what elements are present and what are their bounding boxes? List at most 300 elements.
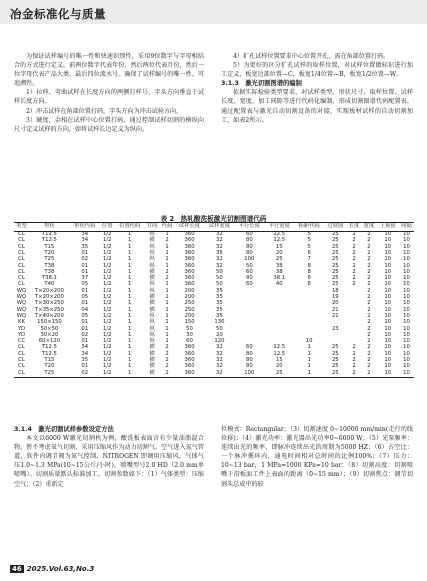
table-cell: 2 bbox=[347, 370, 362, 377]
table-cell: 10 bbox=[403, 256, 410, 263]
table-cell: 10 bbox=[384, 275, 392, 282]
table-cell: 10 bbox=[403, 237, 410, 244]
table-cell: 1/2 bbox=[102, 262, 112, 269]
table-cell: T38 bbox=[44, 268, 55, 275]
table-cell: 30×20 bbox=[40, 331, 59, 338]
table-cell: 10 bbox=[384, 287, 392, 294]
table-cell: 1/2 bbox=[102, 306, 112, 313]
table-cell: 1/2 bbox=[102, 350, 112, 357]
table-cell: CL bbox=[18, 243, 25, 250]
column-header: 类型 bbox=[14, 223, 29, 232]
table-cell: 2 bbox=[160, 370, 175, 377]
table-cell: 10 bbox=[403, 325, 410, 332]
table-cell: CC bbox=[17, 338, 26, 345]
table-cell: 1 bbox=[165, 281, 169, 288]
table-cell: 35 bbox=[216, 312, 223, 319]
right-top-paragraph: 依据实际检验类型要求，对试样类型、形状尺寸、取样位置、试样长度、宽度、加工间隙等进行代码化编制，形成切割图谱代码配置表。通过配置表与激光自动切割设备的对接，实现板材试样的自动切割加工，如表2所示。 bbox=[221, 89, 413, 124]
table-cell: 50×50 bbox=[40, 325, 59, 332]
table-cell: 34 bbox=[81, 344, 89, 351]
table-cell: WQ bbox=[16, 294, 27, 301]
table-cell: 01 bbox=[81, 300, 89, 307]
table-cell: 360 bbox=[175, 370, 205, 377]
table-cell: 1 bbox=[127, 344, 132, 351]
column-header: 间隔 bbox=[399, 223, 414, 232]
column-header: 过度圆 bbox=[324, 223, 346, 232]
right-column-top bbox=[221, 52, 413, 125]
table-cell: 1 bbox=[307, 357, 311, 364]
table-cell: T×30×250 bbox=[34, 300, 64, 307]
table-cell: 1/2 bbox=[102, 312, 112, 319]
table-cell: 8 bbox=[307, 281, 311, 288]
table-cell: 1/2 bbox=[102, 319, 112, 326]
table-cell: 100 bbox=[244, 256, 255, 263]
table-cell: 80 bbox=[245, 243, 253, 250]
table-cell: 60 bbox=[245, 231, 253, 238]
table-cell: 1 bbox=[307, 363, 311, 370]
table-cell: 2 bbox=[352, 231, 356, 238]
table-cell: 1 bbox=[165, 294, 169, 301]
table-cell: 10 bbox=[384, 331, 392, 338]
table-cell: T20 bbox=[44, 249, 55, 256]
table-cell: 纵 bbox=[149, 338, 155, 345]
table-cell: 纵 bbox=[149, 243, 155, 250]
table-cell: 38 bbox=[275, 268, 283, 275]
table-cell: 20 bbox=[331, 300, 339, 307]
table-cell: 横 bbox=[149, 357, 155, 364]
table-cell: 2 bbox=[165, 275, 169, 282]
column-header: 方向 bbox=[145, 223, 160, 232]
table-cell: 1 bbox=[127, 319, 132, 326]
table-cell: 横 bbox=[149, 344, 155, 351]
table-cell: CL bbox=[18, 344, 25, 351]
table-cell: 19 bbox=[331, 294, 339, 301]
table-cell: 10 bbox=[403, 231, 410, 238]
page-number: 46 bbox=[12, 565, 22, 573]
table-cell: 2 bbox=[165, 363, 169, 370]
table-cell: 10 bbox=[403, 357, 410, 364]
table-cell: 1 bbox=[307, 350, 311, 357]
table-cell: CL bbox=[18, 256, 25, 263]
table-cell: WQ bbox=[16, 287, 27, 294]
table-cell: 360 bbox=[184, 350, 195, 357]
table-cell: 01 bbox=[81, 249, 89, 256]
right-bottom-paragraph: 位模式：Rectangular；（3）切割速度 0~10000 mm/min(走行的线位移)；（4）激光功率：激光器出光功率0~6000 W；（5）光泵频率：连续出光的频率，即脉冲连续出光的周期为5000 HZ；（6）占空比：一个脉冲循环内，通电时间相对总时间的比例100%；（7）压力：10~13 bar，1 MPa=1000 KPa=10 bar；（8）切割高度：切割喷嘴于沿板面工件上表面的距离（0~15 mm）；（9）切割焦点：调节切割头总成中的较 bbox=[221, 426, 413, 488]
table-cell: 130 bbox=[214, 319, 225, 326]
table-cell: 7 bbox=[307, 256, 311, 263]
table-cell: 10 bbox=[384, 262, 392, 269]
table-cell: 2 bbox=[367, 312, 371, 319]
table-cell: 纵 bbox=[149, 331, 155, 338]
table-cell: 200 bbox=[184, 287, 195, 294]
table-cell: 1 bbox=[307, 344, 311, 351]
table-cell: 2 bbox=[352, 237, 356, 244]
table-title: 表 2 热轧酸洗板激光切割图谱代码 bbox=[160, 215, 267, 223]
table-cell: 15 bbox=[275, 357, 283, 364]
table-cell: 横 bbox=[149, 300, 155, 307]
column-header: 形状代码 bbox=[70, 223, 100, 232]
table-header-row bbox=[14, 223, 414, 232]
table-cell: 05 bbox=[81, 294, 89, 301]
table-cell: 20 bbox=[275, 363, 283, 370]
table-cell: T×20×200 bbox=[34, 287, 64, 294]
table-cell: 5 bbox=[307, 243, 311, 250]
table-cell: 50 bbox=[216, 275, 223, 282]
table-cell: 1 bbox=[165, 331, 169, 338]
column-header: 长度 bbox=[347, 223, 362, 232]
table-cell: 32 bbox=[216, 262, 223, 269]
table-cell: 80 bbox=[245, 350, 253, 357]
table-cell: CL bbox=[18, 281, 25, 288]
table-cell: 150 bbox=[184, 319, 195, 326]
table-cell: 360 bbox=[184, 357, 195, 364]
table-cell: 25 bbox=[331, 281, 339, 288]
table-cell: 05 bbox=[81, 281, 89, 288]
table-cell: 10 bbox=[384, 300, 392, 307]
table-cell: 01 bbox=[81, 325, 89, 332]
table-cell: 10 bbox=[384, 357, 392, 364]
table-cell: 8 bbox=[307, 262, 311, 269]
table-cell: 30 bbox=[186, 331, 193, 338]
table-cell: 10 bbox=[403, 281, 410, 288]
table-cell: 360 bbox=[184, 237, 195, 244]
table-cell: T25 bbox=[44, 256, 55, 263]
table-cell: 10 bbox=[403, 249, 410, 256]
table-cell: 25 bbox=[324, 370, 346, 377]
table-cell: 1/2 bbox=[102, 363, 112, 370]
table-cell: 1 bbox=[127, 300, 132, 307]
table-cell: 1 bbox=[127, 231, 132, 238]
table-cell: 10 bbox=[384, 338, 392, 345]
left-column-top bbox=[14, 52, 204, 134]
table-cell: 20 bbox=[275, 249, 283, 256]
table-cell: 200 bbox=[184, 294, 195, 301]
table-cell: CL bbox=[18, 231, 25, 238]
table-cell: T25 bbox=[29, 370, 70, 377]
table-cell: 80 bbox=[245, 275, 253, 282]
table-cell: 2 bbox=[352, 281, 356, 288]
column-header: 试样宽度 bbox=[204, 223, 234, 232]
table-cell: 2 bbox=[352, 363, 356, 370]
table-cell: 10 bbox=[403, 306, 410, 313]
table-cell: 60×120 bbox=[38, 338, 61, 345]
table-cell: 横 bbox=[145, 370, 160, 377]
journal-title: 冶金标准化与质量 bbox=[10, 7, 106, 21]
table-cell: 1/2 bbox=[100, 370, 115, 377]
table-cell: 10 bbox=[384, 319, 392, 326]
table-cell: CL bbox=[18, 268, 25, 275]
column-header: 代码 bbox=[160, 223, 175, 232]
table-cell: 35 bbox=[81, 357, 89, 364]
table-cell: 2 bbox=[352, 275, 356, 282]
table-cell: 1/2 bbox=[102, 357, 112, 364]
table-cell: T12.5 bbox=[41, 237, 57, 244]
table-cell: 2 bbox=[352, 344, 356, 351]
table-cell: 10 bbox=[384, 249, 392, 256]
page-footer bbox=[10, 565, 94, 573]
column-header: 形状 bbox=[29, 223, 70, 232]
table-cell: 80 bbox=[245, 249, 253, 256]
table-cell: 2 bbox=[367, 306, 371, 313]
table-cell: 360 bbox=[184, 363, 195, 370]
table-cell: 10 bbox=[403, 268, 410, 275]
table-cell: 38 bbox=[275, 262, 283, 269]
table-cell: 21 bbox=[331, 312, 339, 319]
table-cell: 1 bbox=[127, 294, 132, 301]
table-cell: 120 bbox=[214, 338, 225, 345]
table-cell: 1 bbox=[127, 287, 132, 294]
table-cell: 纵 bbox=[149, 312, 155, 319]
table-cell: 1 bbox=[127, 357, 132, 364]
table-cell: 25 bbox=[264, 370, 294, 377]
table-cell: 12.5 bbox=[273, 237, 286, 244]
table-cell: CL bbox=[18, 363, 25, 370]
table-cell: 15 bbox=[275, 243, 283, 250]
table-cell: 2 bbox=[367, 287, 371, 294]
issue-info: 2025.Vol.63,No.3 bbox=[26, 565, 95, 573]
table-cell: 25 bbox=[331, 350, 339, 357]
table-cell: 1 bbox=[127, 331, 132, 338]
table-cell: 32 bbox=[216, 231, 223, 238]
table-cell: 25 bbox=[331, 275, 339, 282]
table-cell: 10 bbox=[403, 275, 410, 282]
table-cell: 1 bbox=[115, 370, 145, 377]
table-cell: 2 bbox=[367, 281, 371, 288]
table-cell: 横 bbox=[149, 363, 155, 370]
table-cell: 横 bbox=[149, 306, 155, 313]
table-cell: 2 bbox=[165, 344, 169, 351]
table-cell: 10 bbox=[399, 370, 414, 377]
table-cell: T×35×250 bbox=[34, 306, 64, 313]
table-cell: 1 bbox=[127, 268, 132, 275]
table-cell: T×40×200 bbox=[34, 312, 64, 319]
table-cell: 横 bbox=[149, 237, 155, 244]
table-cell: 10 bbox=[384, 306, 392, 313]
table-cell: 50 bbox=[216, 325, 223, 332]
table-cell: 1/2 bbox=[102, 331, 112, 338]
left-bottom-subheading: 3.1.4 激光切割试样参数设定方法 bbox=[14, 426, 114, 433]
table-cell: CL bbox=[18, 350, 25, 357]
table-cell: 05 bbox=[81, 312, 89, 319]
table-cell: 25 bbox=[331, 243, 339, 250]
right-column-bottom bbox=[221, 425, 413, 489]
table-cell: 32 bbox=[204, 370, 234, 377]
table-cell: YD bbox=[17, 325, 26, 332]
table-cell: 25 bbox=[331, 249, 339, 256]
table-cell: 10 bbox=[384, 312, 392, 319]
table-cell: 60 bbox=[245, 281, 253, 288]
table-cell: T15 bbox=[44, 357, 55, 364]
table-cell: 38.1 bbox=[273, 275, 286, 282]
table-cell: T40 bbox=[44, 281, 55, 288]
table-cell: 横 bbox=[149, 294, 155, 301]
table-cell: 2 bbox=[352, 268, 356, 275]
table-cell: 10 bbox=[376, 370, 398, 377]
column-header: 位置 bbox=[100, 223, 115, 232]
table-cell: 1/2 bbox=[102, 268, 112, 275]
column-header: 上预留 bbox=[376, 223, 398, 232]
table-cell: 10 bbox=[384, 231, 392, 238]
table-cell: 02 bbox=[81, 331, 89, 338]
table-cell: 01 bbox=[81, 262, 89, 269]
table-cell: 1/2 bbox=[102, 237, 112, 244]
table-cell: 360 bbox=[184, 262, 195, 269]
table-cell: 50 bbox=[216, 281, 223, 288]
table-cell: 01 bbox=[81, 287, 89, 294]
table-cell: 2 bbox=[165, 237, 169, 244]
table-cell: 200 bbox=[184, 312, 195, 319]
table-cell: 10 bbox=[403, 300, 410, 307]
table-cell: 1 bbox=[127, 281, 132, 288]
table-cell: 32 bbox=[216, 357, 223, 364]
table-cell: 2 bbox=[367, 262, 371, 269]
table-cell: 1 bbox=[165, 231, 169, 238]
column-header: 宽度 bbox=[362, 223, 377, 232]
table-cell: 1 bbox=[127, 275, 132, 282]
table-cell: 50 bbox=[216, 268, 223, 275]
table-cell: T12.5 bbox=[41, 350, 57, 357]
table-cell: 1/2 bbox=[102, 344, 112, 351]
table-cell: 10 bbox=[384, 344, 392, 351]
table-cell: 37 bbox=[81, 275, 89, 282]
table-cell: 1 bbox=[294, 370, 324, 377]
table-cell: 10 bbox=[384, 237, 392, 244]
table-cell: 1/2 bbox=[102, 287, 112, 294]
table-cell: KK bbox=[18, 319, 25, 326]
table-cell: 纵 bbox=[149, 281, 155, 288]
table-cell: 1 bbox=[127, 243, 132, 250]
table-cell: 10 bbox=[384, 243, 392, 250]
table-cell: CL bbox=[18, 357, 25, 364]
table-cell: 12.5 bbox=[273, 350, 286, 357]
table-cell: 1/2 bbox=[102, 243, 112, 250]
table-cell: 01 bbox=[81, 363, 89, 370]
table-cell: 360 bbox=[184, 268, 195, 275]
table-cell: 32 bbox=[216, 256, 223, 263]
table-cell: 360 bbox=[184, 275, 195, 282]
table-cell: WQ bbox=[16, 312, 27, 319]
table-cell: T12.5 bbox=[41, 344, 57, 351]
table-cell: 8 bbox=[307, 275, 311, 282]
table-cell: 2 bbox=[367, 350, 371, 357]
laser-cut-code-table bbox=[14, 222, 414, 378]
left-bottom-paragraph: 本文以6000 W激光切割机为例，酸洗板表面含有少量油脂混合物，暂不考虑氧气切割，采用压缩风作为动力切割气。空气进入氮气管道，软件内调节阀为氮气控制，NITROGEN 即调用压缩风，气体气压1.0~1.3 MPa(10~15公斤/小时)，喷嘴型号2.0 HD（2.0 mm单喷嘴）。切割质量默认标准加工。切割参数如下：（1）气体类型：压缩空气；（2）重新定 bbox=[14, 435, 204, 488]
table-cell: 1 bbox=[165, 287, 169, 294]
table-cell: 250 bbox=[184, 306, 195, 313]
table-cell: 2 bbox=[367, 231, 371, 238]
table-cell: 02 bbox=[70, 370, 100, 377]
table-cell: 1/2 bbox=[102, 249, 112, 256]
table-cell: 34 bbox=[81, 350, 89, 357]
table-cell: YD bbox=[17, 331, 26, 338]
table-cell: 360 bbox=[184, 344, 195, 351]
table-cell: 80 bbox=[245, 357, 253, 364]
table-cell: 1 bbox=[127, 256, 132, 263]
table-cell: 10 bbox=[403, 243, 410, 250]
table-cell: CL bbox=[18, 249, 25, 256]
column-header: 平行宽度 bbox=[264, 223, 294, 232]
table-cell: 10 bbox=[384, 256, 392, 263]
table-cell: 32 bbox=[216, 350, 223, 357]
table-cell: 01 bbox=[81, 338, 89, 345]
table-cell: 10 bbox=[403, 294, 410, 301]
table-cell: 60 bbox=[186, 338, 193, 345]
table-cell: 1 bbox=[165, 306, 169, 313]
table-cell: WQ bbox=[16, 300, 27, 307]
table-cell: 10 bbox=[403, 363, 410, 370]
left-top-paragraph: 3）硬度、金相在试样中心位置打码，通过控制试样切割的横纵向尺寸定义试样的方向，如将试样长边定义为纵向。 bbox=[14, 116, 204, 133]
table-cell: 35 bbox=[81, 243, 89, 250]
table-cell: 10 bbox=[403, 331, 410, 338]
table-cell: 25 bbox=[331, 262, 339, 269]
table-cell: 5 bbox=[307, 231, 311, 238]
table-cell: 1/2 bbox=[102, 256, 112, 263]
table-cell: 34 bbox=[81, 237, 89, 244]
table-cell: 1/2 bbox=[102, 300, 112, 307]
table-cell: CL bbox=[18, 237, 25, 244]
right-top-paragraph: 5）为更好的区分扩孔试样的取样位置，对试样位置做标识进行加工定义，板宽边部位置—C，板宽1/4位置—B，板宽1/2位置—W。 bbox=[221, 62, 413, 79]
table-cell: 360 bbox=[184, 243, 195, 250]
table-cell: 35 bbox=[216, 287, 223, 294]
table-cell: 1/2 bbox=[102, 338, 112, 345]
table-cell: 23 bbox=[331, 325, 339, 332]
table-cell: 2 bbox=[367, 256, 371, 263]
table-cell: 50 bbox=[186, 325, 193, 332]
table-cell: 1 bbox=[127, 237, 132, 244]
table-cell: 35 bbox=[216, 300, 223, 307]
table-cell: 40 bbox=[275, 281, 283, 288]
table-cell: 60 bbox=[245, 268, 253, 275]
table-cell: 2 bbox=[352, 350, 356, 357]
table-cell: 纵 bbox=[149, 325, 155, 332]
table-cell: 360 bbox=[184, 249, 195, 256]
table-cell: 10 bbox=[305, 338, 313, 345]
table-cell: 25 bbox=[331, 268, 339, 275]
table-cell: 18 bbox=[331, 287, 339, 294]
table-cell: 1 bbox=[127, 306, 132, 313]
table-cell: 1 bbox=[165, 300, 169, 307]
table-cell: 360 bbox=[184, 281, 195, 288]
table-cell: 2 bbox=[367, 325, 371, 332]
table-cell: 1 bbox=[165, 319, 169, 326]
table-cell: 2 bbox=[367, 363, 371, 370]
table-cell: CL bbox=[14, 370, 29, 377]
table-cell: 2 bbox=[367, 331, 371, 338]
left-top-paragraph: 1）拉伸、弯曲试样在长度方向的两侧打样号，字头方向垂直于试样长度方向。 bbox=[14, 89, 204, 106]
table-cell: 21 bbox=[331, 306, 339, 313]
table-cell: 360 bbox=[184, 256, 195, 263]
left-column-bottom bbox=[14, 425, 204, 489]
table-cell: 32 bbox=[216, 237, 223, 244]
table-cell: T15 bbox=[44, 243, 55, 250]
table-cell: 6 bbox=[307, 249, 311, 256]
table-cell: 32 bbox=[216, 363, 223, 370]
table-cell: 1 bbox=[165, 325, 169, 332]
left-top-paragraph: 2）冲击试样在角部位置打码，字头方向为冲击试验方向。 bbox=[26, 107, 183, 115]
table-cell: T12.5 bbox=[41, 231, 57, 238]
table-cell: 2 bbox=[352, 243, 356, 250]
table-cell: 60 bbox=[245, 344, 253, 351]
table-row bbox=[14, 370, 414, 377]
table-cell: 02 bbox=[81, 256, 89, 263]
table-cell: 25 bbox=[331, 357, 339, 364]
table-cell: 1/2 bbox=[102, 294, 112, 301]
table-cell: 10 bbox=[384, 268, 392, 275]
table-cell: 1 bbox=[165, 312, 169, 319]
table-cell: 1/2 bbox=[102, 325, 112, 332]
table-cell: 12.5 bbox=[273, 344, 286, 351]
table-cell: 35 bbox=[216, 294, 223, 301]
table-cell: 2 bbox=[352, 249, 356, 256]
